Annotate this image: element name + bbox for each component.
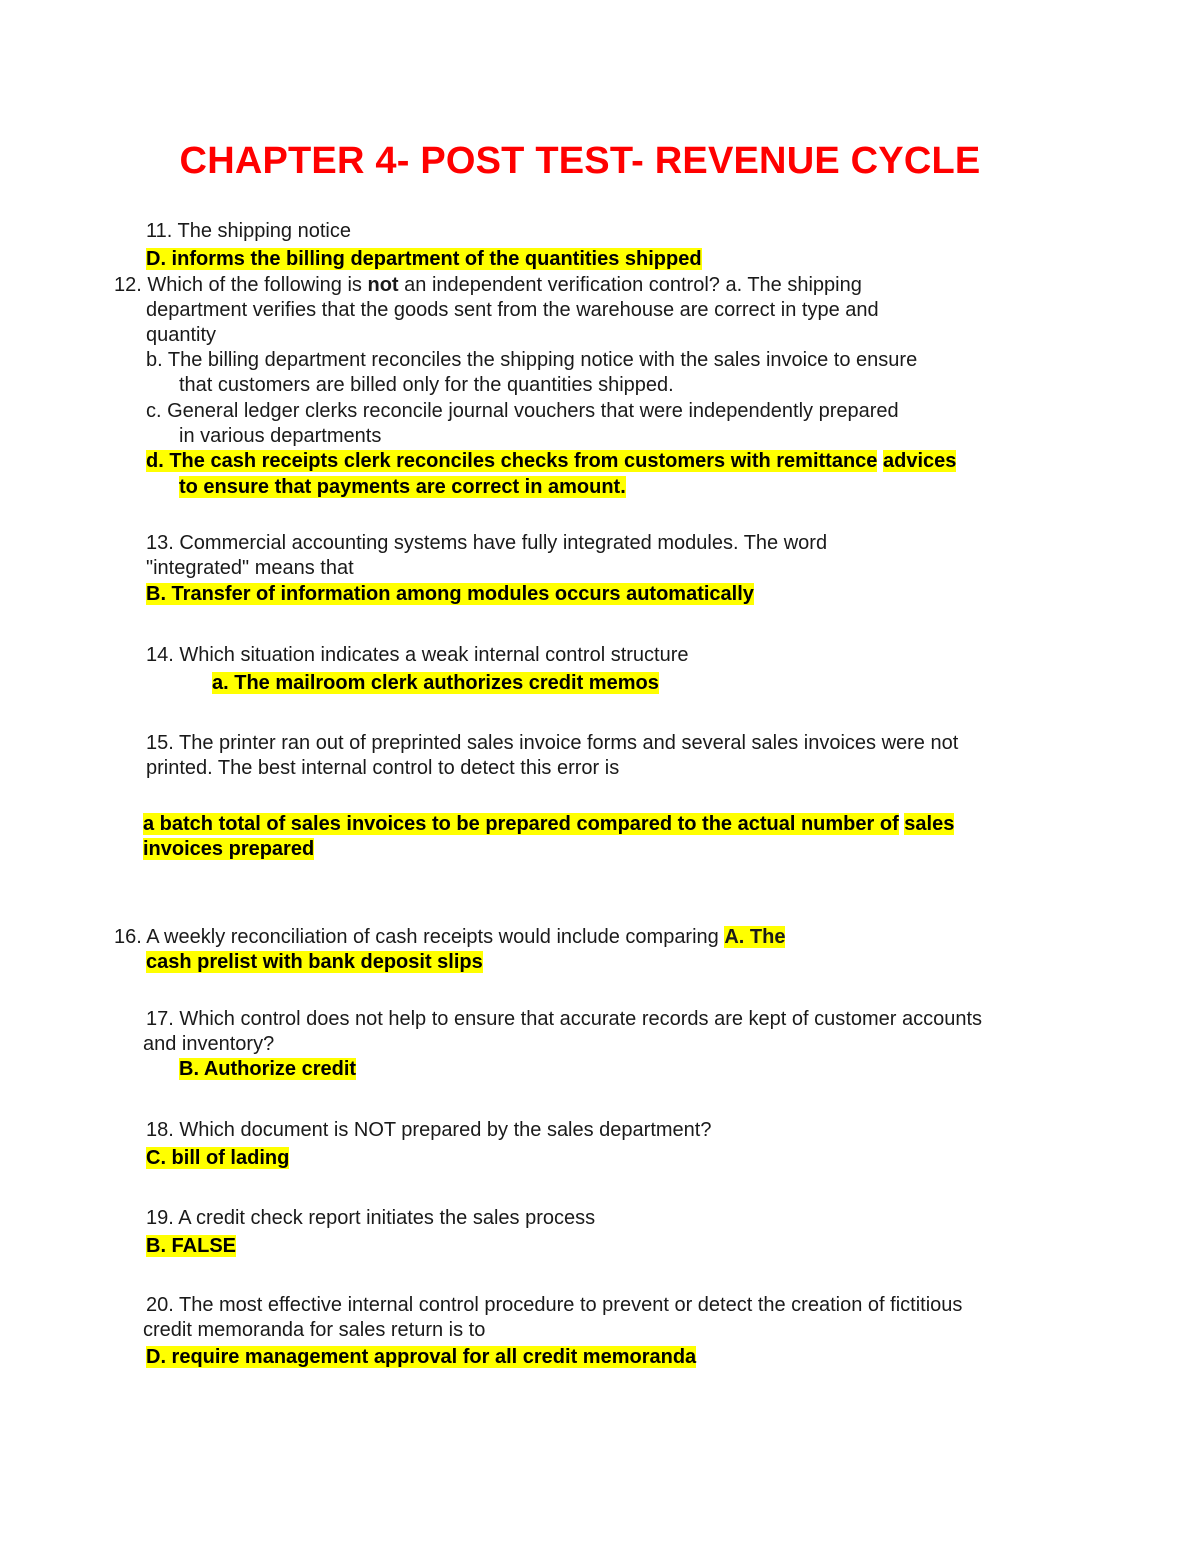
answer-16-highlight-a: A. The <box>724 926 786 948</box>
question-17-line-2: and inventory? <box>143 1033 275 1055</box>
answer-19-highlight: B. FALSE <box>146 1235 237 1257</box>
question-16 <box>114 925 785 950</box>
answer-15-highlight-a: a batch total of sales invoices to be prepared compared to the actual number of <box>143 813 899 835</box>
answer-17 <box>179 1057 356 1082</box>
question-13-line-1: 13. Commercial accounting systems have fully integrated modules. The word <box>146 532 828 554</box>
answer-12-highlight-b: advices <box>882 450 957 472</box>
question-12-line-1 <box>114 273 862 298</box>
answer-20 <box>146 1345 696 1370</box>
answer-16-line-2 <box>146 950 483 975</box>
question-12-option-b-line-2: that customers are billed only for the quantities shipped. <box>179 374 674 396</box>
answer-15-highlight-b: sales <box>904 813 955 835</box>
answer-15-line-1 <box>143 812 954 837</box>
answer-13-highlight: B. Transfer of information among modules occurs automatically <box>146 583 754 605</box>
question-12-text-a: Which of the following is <box>147 274 368 296</box>
question-11: 11. The shipping notice <box>146 220 351 242</box>
answer-16-highlight-b: cash prelist with bank deposit slips <box>146 951 483 973</box>
question-15-line-1: 15. The printer ran out of preprinted sales invoice forms and several sales invoices were not <box>146 732 959 754</box>
answer-17-highlight: B. Authorize credit <box>179 1058 357 1080</box>
question-15-line-2: printed. The best internal control to detect this error is <box>146 757 620 779</box>
question-16-text: A weekly reconciliation of cash receipts would include comparing <box>146 926 719 948</box>
answer-18-highlight: C. bill of lading <box>146 1147 290 1169</box>
question-12-number: 12. <box>114 274 142 296</box>
question-12-option-b-line-1: b. The billing department reconciles the shipping notice with the sales invoice to ensure <box>146 349 918 371</box>
question-12-option-c-line-1: c. General ledger clerks reconcile journal vouchers that were independently prepared <box>146 400 899 422</box>
question-14: 14. Which situation indicates a weak internal control structure <box>146 644 689 666</box>
answer-12-highlight-a: d. The cash receipts clerk reconciles checks from customers with remittance <box>146 450 878 472</box>
answer-15-line-2 <box>143 837 314 862</box>
answer-15-highlight-c: invoices prepared <box>143 838 315 860</box>
question-12-line-2: department verifies that the goods sent from the warehouse are correct in type and <box>146 299 879 321</box>
question-12-bold-word: not <box>367 274 399 296</box>
question-19: 19. A credit check report initiates the sales process <box>146 1207 596 1229</box>
question-20-line-2: credit memoranda for sales return is to <box>143 1319 486 1341</box>
answer-13 <box>146 582 754 607</box>
question-17-line-1: 17. Which control does not help to ensure that accurate records are kept of customer accounts <box>146 1008 983 1030</box>
question-13-line-2: "integrated" means that <box>146 557 354 579</box>
page-title: CHAPTER 4- POST TEST- REVENUE CYCLE <box>179 140 981 182</box>
answer-11-highlight: D. informs the billing department of the quantities shipped <box>146 248 702 270</box>
answer-12-line-1 <box>146 449 956 474</box>
question-18: 18. Which document is NOT prepared by the sales department? <box>146 1119 712 1141</box>
question-20-line-1: 20. The most effective internal control procedure to prevent or detect the creation of fictitious <box>146 1294 963 1316</box>
answer-14-highlight: a. The mailroom clerk authorizes credit memos <box>212 672 659 694</box>
question-16-number: 16. <box>114 926 142 948</box>
question-12-option-c-line-2: in various departments <box>179 425 382 447</box>
answer-18 <box>146 1146 289 1171</box>
answer-12-highlight-c: to ensure that payments are correct in amount. <box>179 476 626 498</box>
answer-12-line-2 <box>179 475 626 500</box>
answer-19 <box>146 1234 236 1259</box>
question-12-line-3: quantity <box>146 324 217 346</box>
answer-14 <box>212 671 659 696</box>
answer-20-highlight: D. require management approval for all credit memoranda <box>146 1346 697 1368</box>
answer-11 <box>146 247 702 272</box>
question-12-text-b: an independent verification control? a. The shipping <box>398 274 862 296</box>
